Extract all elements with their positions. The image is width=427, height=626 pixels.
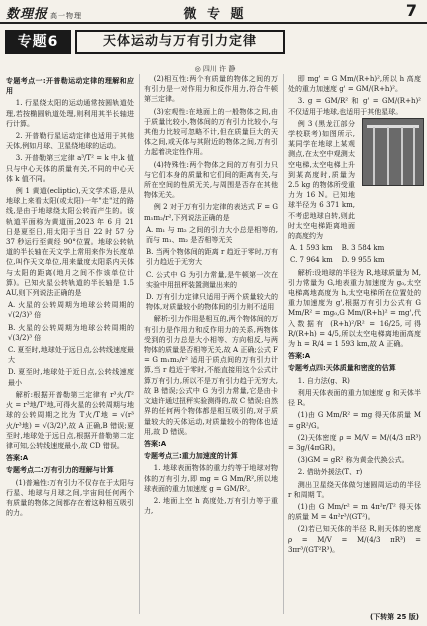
article-title-band <box>5 27 422 61</box>
paragraph: (3)宏观性:在地面上的一般物体之间,由于质量比较小,物体间的万有引力比较小,与其他力比较可忽略不计,但在质量巨大的天体之间,或天体与其附近的物体之间,万有引力起着决定性作用。 <box>144 107 278 157</box>
space-elevator-photo <box>362 118 424 186</box>
brand-name: 数理报 <box>6 7 49 22</box>
example-question: 例 1 黄道(ecliptic),天文学术语,是从地球上来看太阳(或太阳)一年"走"过的路线,是由于地球绕太阳公转而产生的。该轨道平面称为黄道面,2023 年 6 月 21 日是夏至日,用太阳于当日 22 时 57 分 37 秒运行至黄经 90°位置。地球公转轨道的半长轴在天文学上常用来作为长度单位,叫作天文单位,用来量度太阳系内天体与太阳的距离(地月之间不作该单位计算)。已知火星公转轨道的半长轴是 1.5 AU,则下列说法正确的是 <box>6 187 134 298</box>
option-c: C. 夏至时,地球处于远日点,公转线速度最大 <box>8 346 135 365</box>
continued-note: (下转第 25 版) <box>369 613 419 621</box>
option-ab <box>288 243 421 253</box>
example-question: 例 2 对于万有引力定律的表达式 F = G m₁m₂/r²,下列说法正确的是 <box>144 203 278 222</box>
column-divider <box>283 74 284 614</box>
paragraph: 1. 自力法(g、R) <box>297 376 350 385</box>
topic-label: 专题6 <box>5 30 71 54</box>
column-2 <box>144 74 278 518</box>
author-byline: ◎ 四川 许 静 <box>194 65 236 73</box>
paragraph: (1)由 G Mm/R² = mg 得天体质量 M = gR²/G。 <box>288 411 421 430</box>
option-d: D. 9 955 km <box>341 256 385 265</box>
analysis: 解析:根据开普勒第三定律有 r³火/T²火 = r³地/T²地,可得火星的公转周期与地球的公转周期之比为 T火/T地 = √(r³火/r³地) = √(3/2)³,故 A 正确,B 错误;夏至时,地球处于远日点,根据开普勒第二定律可知,公转线速度最小,故 CD 错误。 <box>6 390 134 450</box>
column-divider <box>139 74 140 614</box>
newspaper-brand <box>6 3 82 22</box>
paragraph: 2. 开普勒行星运动定律也适用于其他天体,例如月球、卫星绕地球的运动。 <box>6 132 134 151</box>
brand-sub: 高一物理 <box>50 12 83 20</box>
paragraph: (1)普遍性:万有引力不仅存在于太阳与行星、地球与月球之间,宇宙间任何两个有质量的物体之间都存在着这种相互吸引的力。 <box>6 478 134 518</box>
option-b: B. 火星的公转周期为地球公转周期的 √(3/2)³ 倍 <box>8 323 134 342</box>
paragraph: 即 mg' = G Mm/(R+h)²,所以 h 高度处的重力加速度 g' = GM/(R+h)²。 <box>288 75 421 94</box>
paragraph: 利用天体表面的重力加速度 g 和天体半径 R。 <box>288 388 421 408</box>
paragraph: (2)相互性:两个有质量的物体之间的万有引力是一对作用力和反作用力,符合牛顿第三定律。 <box>144 75 278 104</box>
paragraph: (2)若已知天体的半径 R,则天体的密度 ρ = M/V = M/(4/3 πR³) = 3πr³/(GT²R³)。 <box>288 525 421 554</box>
option-cd <box>288 255 421 265</box>
paragraph: 3. g = GM/R² 和 g' = GM/(R+h)² 不仅适用于地球,也适用于其他星球。 <box>288 97 421 116</box>
photo-cable <box>413 127 415 185</box>
paragraph: (4)特殊性:两个物体之间的万有引力只与它们本身的质量和它们间的距离有关,与所在空间的性质无关,与周围是否存在其他物体无关。 <box>144 160 278 200</box>
paragraph: 1. 地球表面物体的重力约等于地球对物体的万有引力,即 mg = G Mm/R²,所以地球表面的重力加速度 g = GM/R²。 <box>144 464 278 493</box>
topic-heading: 专题考点四:天体质量和密度的估算 <box>288 364 396 373</box>
paragraph: (1)由 G Mm/r² = m 4π²r/T² 得天体的质量 M = 4π²r³/(GT²)。 <box>288 502 421 522</box>
photo-cable <box>373 127 375 185</box>
paragraph: 1. 行星绕太阳的运动通常按圆轨道处理,若按椭圆轨道处理,则利用其半长轴进行计算。 <box>6 99 134 128</box>
option-c: C. 7 964 km <box>290 256 333 265</box>
paragraph: 3. 开普勒第三定律 a³/T² = k 中,k 值只与中心天体的质量有关,不同的中心天体 k 值不同。 <box>6 154 134 183</box>
paragraph: 2. 借助外援法(T、r) <box>297 468 363 477</box>
page-header <box>0 0 427 24</box>
column-1 <box>6 74 134 520</box>
paragraph: (3)GM = gR² 称为黄金代换公式。 <box>297 456 409 465</box>
paragraph: 2. 地面上空 h 高度处,万有引力等于重力, <box>144 496 278 516</box>
answer: 答案:A <box>288 352 311 361</box>
paragraph: 测出卫星绕天体做匀速圆周运动的半径 r 和周期 T。 <box>288 480 421 499</box>
option-d: D. 万有引力定律只适用于两个质量较大的物体,对质量较小的物体间的引力则不适用 <box>146 293 278 312</box>
topic-heading: 专题考点二:万有引力的理解与计算 <box>6 466 114 475</box>
option-a: A. m₁ 与 m₂ 之间的引力大小总是相等的,而与 m₁、m₂ 是否相等无关 <box>146 225 278 245</box>
topic-heading: 专题考点一:开普勒运动定律的理解和应用 <box>6 77 134 96</box>
topic-heading: 专题考点三:重力加速度的计算 <box>144 452 238 461</box>
photo-cable <box>387 127 389 185</box>
paragraph: (2)天体密度 ρ = M/V = M/(4/3 πR³) = 3g/(4πGR)。 <box>288 433 421 452</box>
analysis: 解析:引力作用是相互的,两个物体间的万有引力是作用力和反作用力的关系,两物体受到的引力总是大小相等、方向相反,与两物体的质量是否相等无关,故 A 正确;公式 F = G m₁m₂/r² 适用于质点间的万有引力计算,当 r 趋近于零时,不能直接用这个公式计算万有引力,所以不是万有引力趋于无穷大,故 B 错误;公式中 G 为引力常量,它是由卡文迪许通过扭秤实验测得的,故 C 错误;自然界的任何两个物体都是相互吸引的,对于质量较大的天体运动,对质量较小的物体也适用,故 D 错误。 <box>144 315 278 436</box>
photo-cable <box>401 127 403 185</box>
answer: 答案:A <box>144 439 167 448</box>
option-a: A. 1 593 km <box>290 244 333 253</box>
option-b: B. 当两个物体间的距离 r 趋近于零时,万有引力趋近于无穷大 <box>146 248 278 267</box>
option-a: A. 火星的公转周期为地球公转周期的 √(2/3)³ 倍 <box>8 301 134 320</box>
article-title: 天体运动与万有引力定律 <box>75 30 285 54</box>
example-question: 例 3 (黑龙江部分学校联考)如图所示,某同学在地球上某观测点,在太空中观测太空电梯,太空电梯上升到某高度时,质量为 2.5 kg 的物体所受重力为 16 N。已知地球半径为 6 371 km,不考虑地球自转,则此时太空电梯距离地面的高度约为 <box>288 119 355 241</box>
analysis: 解析:设地球的半径为 R,地球质量为 M,引力常量为 G,地表重力加速度为 g₀,太空电梯离地高度为 h,太空电梯所在位置处的重力加速度为 g',根据万有引力公式有 G Mm/R² = mg₀,G Mm/(R+h)² = mg',代入数据有 (R+h)²/R² = 16/25,可得 R/(R+h) = 4/5,所以太空电梯离地面高度为 h = R/4 = 1 593 km,故 A 正确。 <box>288 268 421 349</box>
page-number: 7 <box>405 1 417 20</box>
section-title: 微 专 题 <box>183 7 247 22</box>
answer: 答案:A <box>6 454 29 463</box>
option-d: D. 夏至时,地球处于近日点,公转线速度最小 <box>8 368 134 387</box>
option-c: C. 公式中 G 为引力常量,是牛顿第一次在实验中用扭秤装置测量出来的 <box>146 270 278 289</box>
option-b: B. 3 584 km <box>341 244 385 253</box>
